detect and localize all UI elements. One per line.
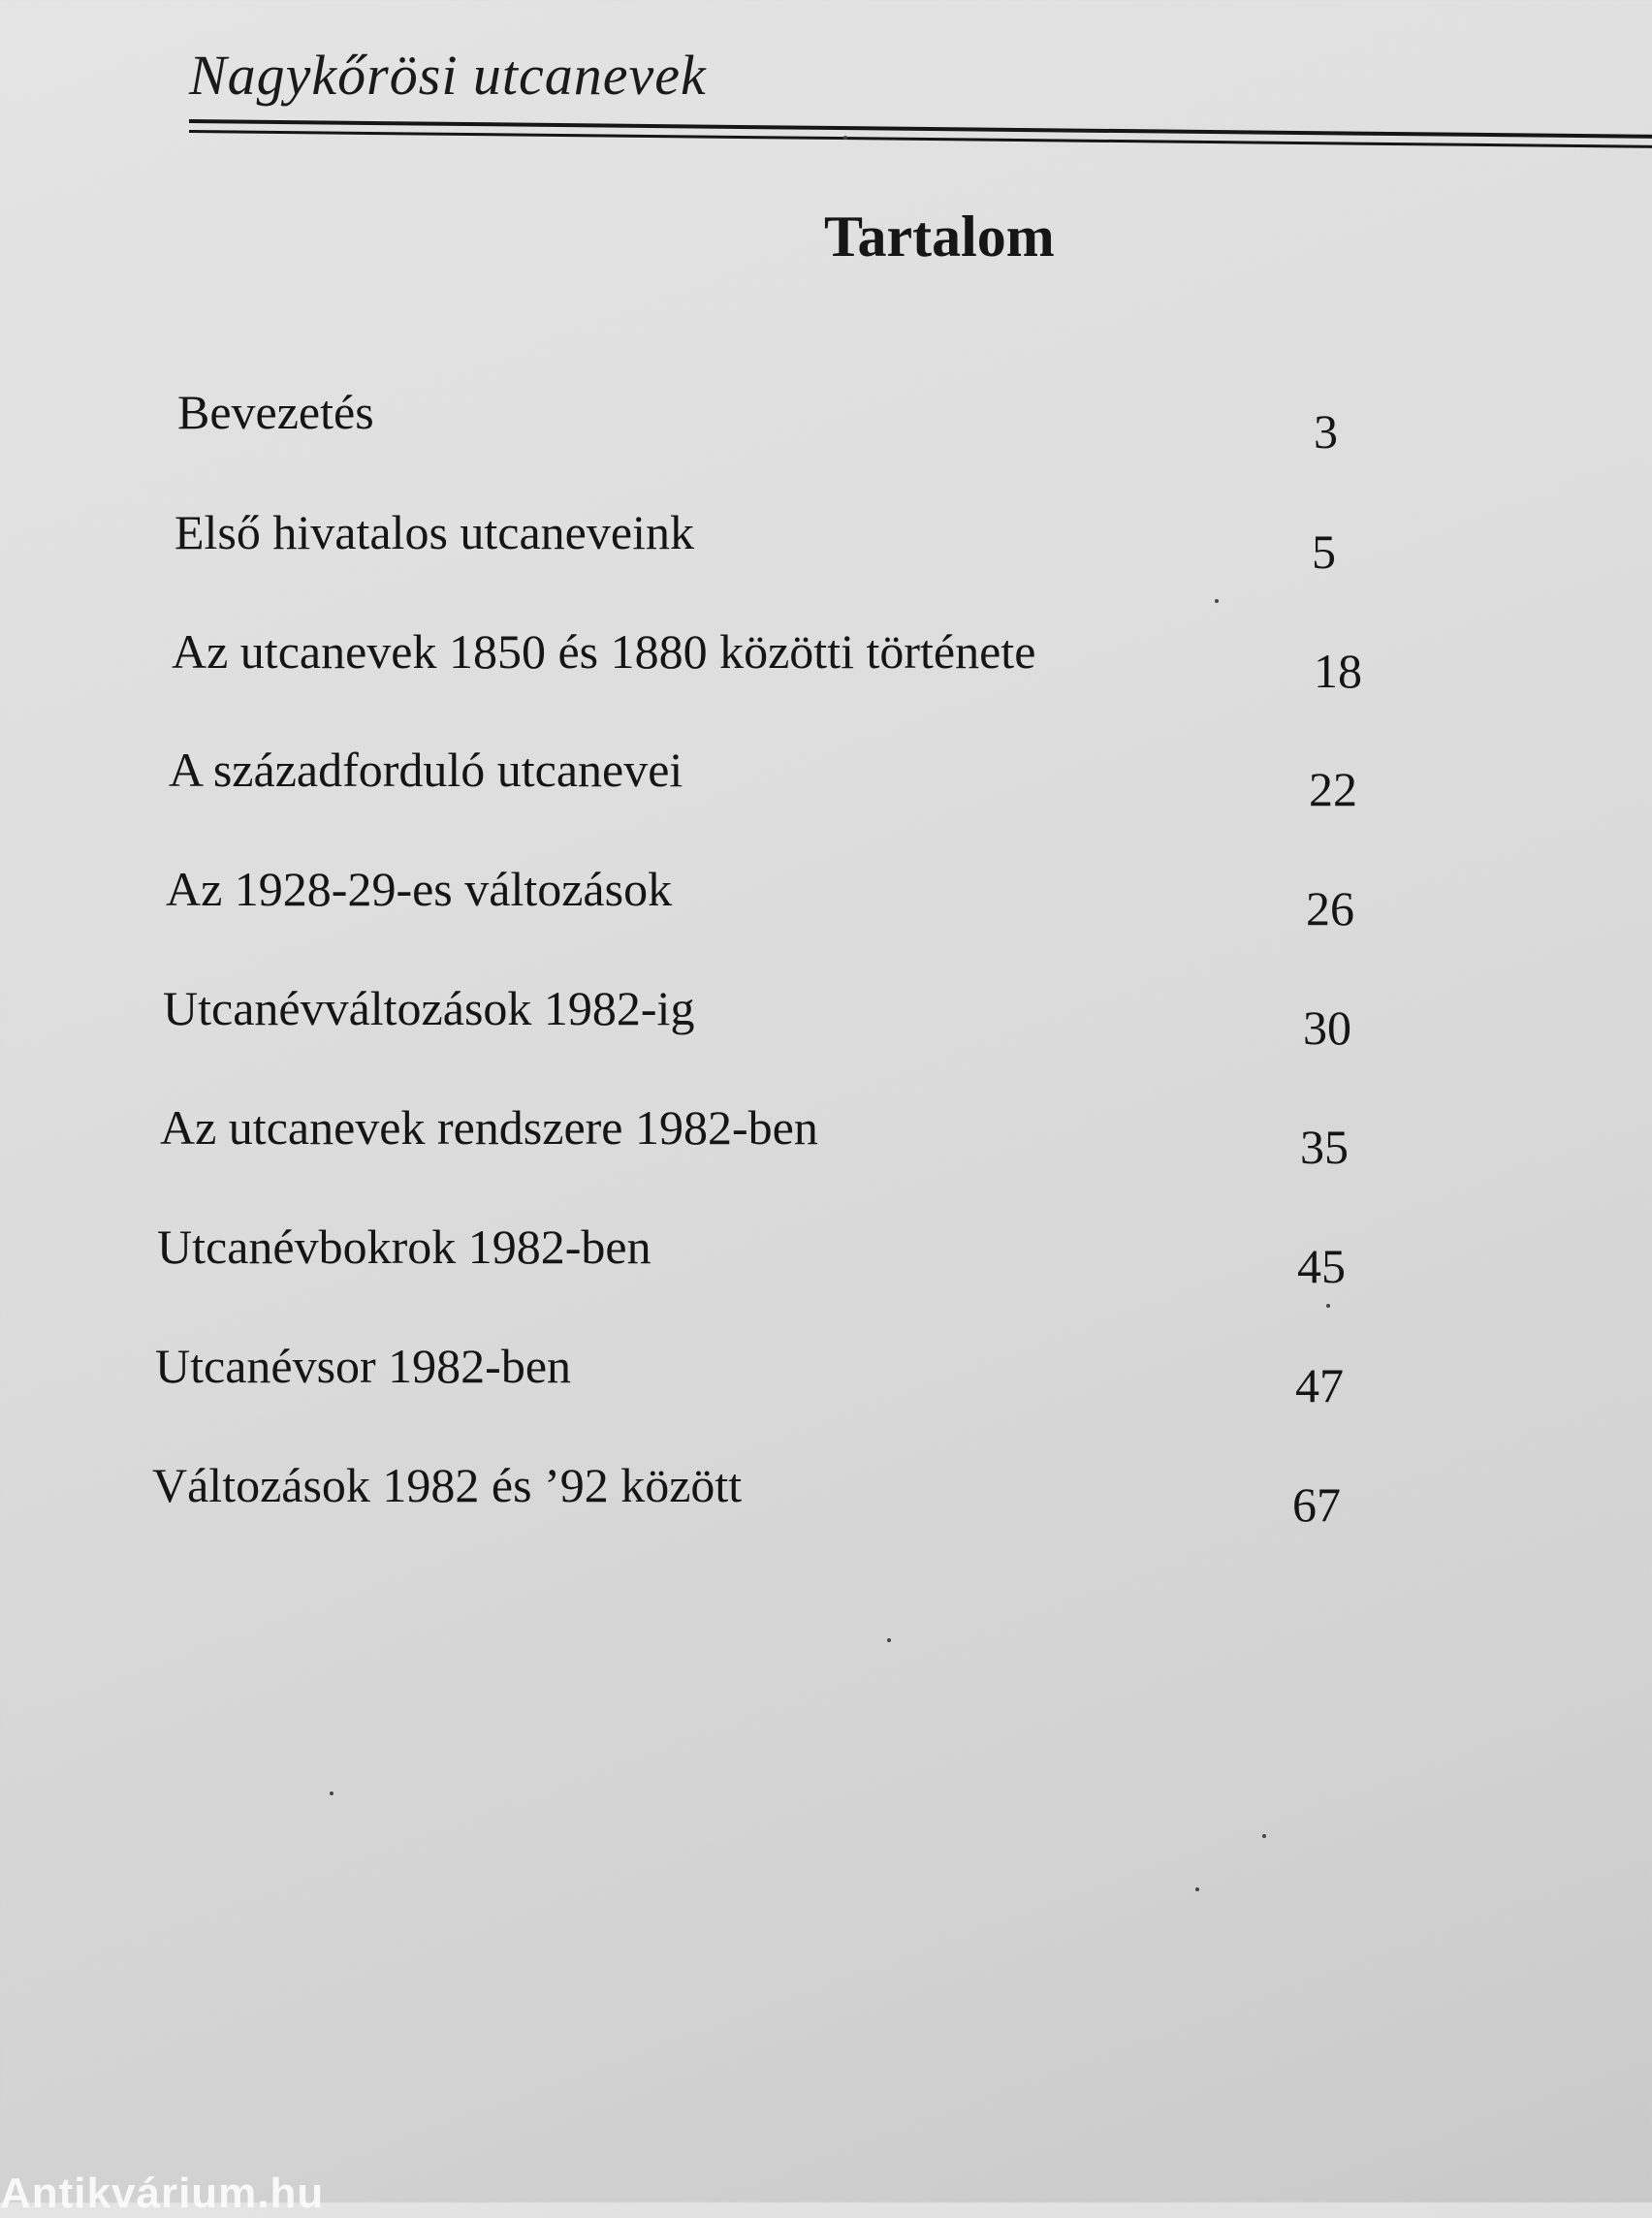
toc-entry xyxy=(157,1219,1417,1296)
toc-entry-label: Az utcanevek rendszere 1982-ben xyxy=(160,1100,818,1155)
toc-entry-page: 3 xyxy=(1314,404,1338,459)
dust-speck xyxy=(1195,1887,1199,1891)
toc-entry-page: 47 xyxy=(1295,1358,1344,1412)
toc-entry-page: 35 xyxy=(1300,1120,1349,1174)
toc-entry xyxy=(160,1099,1420,1177)
toc-entry xyxy=(175,504,1435,582)
toc-entry-page: 22 xyxy=(1309,762,1357,816)
toc-entry-label: Első hivatalos utcaneveink xyxy=(175,505,694,559)
dust-speck xyxy=(1215,599,1219,603)
toc-entry-page: 5 xyxy=(1312,524,1336,579)
toc-entry xyxy=(152,1457,1413,1535)
dust-speck xyxy=(330,1791,334,1795)
toc-entry-label: Az 1928-29-es változások xyxy=(166,862,673,916)
toc-entry-page: 18 xyxy=(1314,644,1362,698)
toc-entry xyxy=(169,742,1429,819)
toc-entry-label: Az utcanevek 1850 és 1880 közötti története xyxy=(172,624,1036,679)
header-rule-top xyxy=(189,119,1652,139)
toc-entry-label: A századforduló utcanevei xyxy=(169,743,683,797)
dust-speck xyxy=(1326,1304,1330,1308)
toc-entry xyxy=(155,1338,1415,1415)
toc-entry-label: Változások 1982 és ’92 között xyxy=(152,1458,743,1512)
toc-entry-page: 67 xyxy=(1292,1477,1341,1532)
toc-title: Tartalom xyxy=(824,205,1055,269)
toc-entry xyxy=(166,861,1426,938)
dust-speck xyxy=(1262,1834,1266,1838)
dust-speck xyxy=(843,136,847,140)
toc-entry-label: Utcanévbokrok 1982-ben xyxy=(157,1220,651,1274)
toc-entry xyxy=(172,623,1432,701)
toc-entry-page: 26 xyxy=(1306,881,1354,935)
toc-entry-label: Bevezetés xyxy=(177,385,374,439)
dust-speck xyxy=(887,1638,891,1642)
toc-entry-label: Utcanévváltozások 1982-ig xyxy=(163,981,695,1035)
running-head: Nagykőrösi utcanevek xyxy=(189,44,707,107)
watermark-text: Antikvárium.hu xyxy=(0,2170,325,2217)
toc-entry xyxy=(163,980,1423,1058)
toc-entry-page: 30 xyxy=(1303,1000,1351,1055)
toc-entry xyxy=(177,384,1438,461)
toc-entry-page: 45 xyxy=(1297,1239,1346,1293)
toc-entry-label: Utcanévsor 1982-ben xyxy=(155,1339,572,1393)
